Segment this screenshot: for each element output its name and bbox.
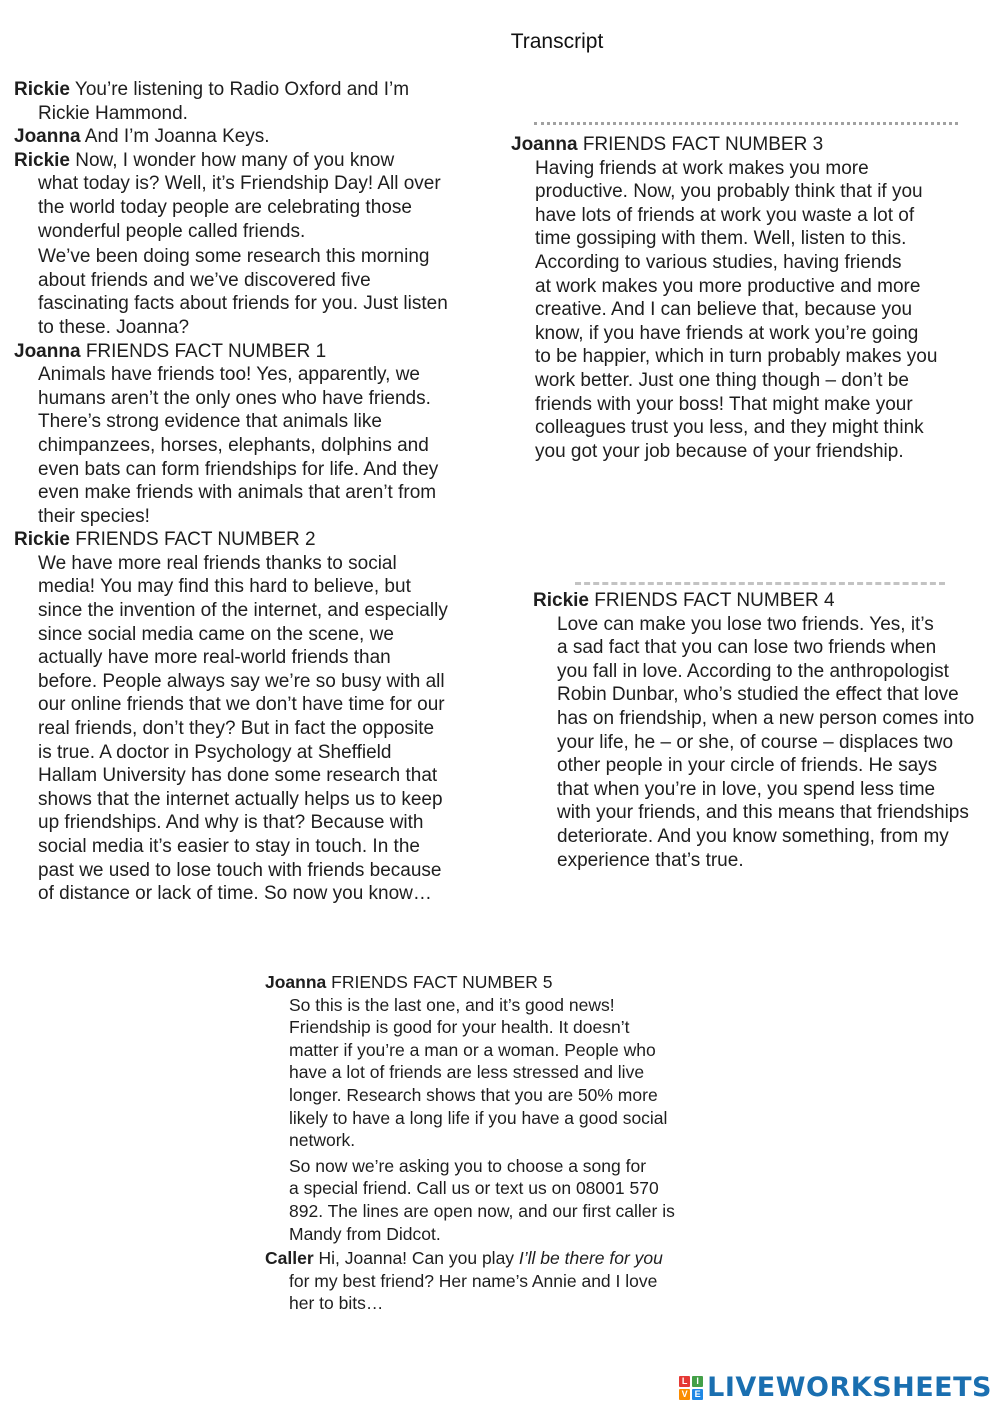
right-column-fact3	[511, 133, 991, 463]
transcript-line: So now we’re asking you to choose a song for	[289, 1155, 647, 1176]
right-column-fact4	[533, 589, 998, 872]
transcript-line: you got your job because of your friendship.	[535, 440, 904, 462]
transcript-line: humans aren’t the only ones who have friends.	[38, 387, 431, 409]
transcript-line: Mandy from Didcot.	[289, 1223, 441, 1244]
transcript-line: You’re listening to Radio Oxford and I’m	[74, 79, 410, 100]
transcript-line: a sad fact that you can lose two friends when	[557, 637, 937, 659]
transcript-line: We’ve been doing some research this morning	[38, 246, 430, 268]
speaker-name: Joanna	[14, 126, 81, 148]
entry-first-line	[14, 125, 514, 149]
logo-text: LIVEWORKSHEETS	[707, 1372, 992, 1403]
transcript-line: what today is? Well, it’s Friendship Day! All over	[38, 173, 441, 195]
entry-first-line	[265, 971, 735, 994]
transcript-line: to be happier, which in turn probably makes you	[535, 346, 938, 368]
transcript-line: other people in your circle of friends. He says	[557, 755, 938, 777]
page-title: Transcript	[510, 30, 604, 53]
transcript-line: So this is the last one, and it’s good news!	[289, 994, 615, 1015]
transcript-entry	[14, 528, 514, 906]
song-title: I’ll be there for you	[518, 1248, 663, 1269]
transcript-line: that when you’re in love, you spend less time	[557, 778, 936, 800]
transcript-line: her to bits…	[289, 1293, 384, 1314]
left-column	[14, 78, 514, 906]
entry-first-line	[14, 149, 514, 173]
transcript-line: since social media came on the scene, we	[38, 623, 394, 645]
transcript-line: a special friend. Call us or text us on 08001 570	[289, 1178, 659, 1199]
transcript-line: know, if you have friends at work you’re going	[535, 322, 919, 344]
transcript-line: work better. Just one thing though – don’t be	[535, 369, 909, 391]
bottom-fact5	[265, 971, 735, 1315]
transcript-line: Friendship is good for your health. It doesn’t	[289, 1017, 630, 1038]
fact-heading: FRIENDS FACT NUMBER 4	[594, 590, 835, 611]
transcript-line: And I’m Joanna Keys.	[84, 126, 270, 148]
transcript-entry-caller	[265, 1247, 735, 1315]
transcript-entry	[533, 589, 998, 872]
transcript-line: have a lot of friends are less stressed and live	[289, 1062, 645, 1083]
transcript-line: media! You may find this hard to believe, but	[38, 576, 411, 598]
transcript-entry	[14, 78, 514, 125]
transcript-line: Robin Dunbar, who’s studied the effect that love	[557, 684, 959, 706]
logo-letter-tile: E	[692, 1389, 703, 1400]
logo-letter-tile: V	[679, 1389, 690, 1400]
transcript-line: before. People always say we’re so busy with all	[38, 670, 445, 692]
entry-first-line	[14, 78, 514, 102]
transcript-line: There’s strong evidence that animals like	[38, 411, 382, 433]
entry-first-line	[265, 1247, 735, 1270]
entry-first-line	[533, 589, 998, 613]
transcript-line: at work makes you more productive and more	[535, 275, 921, 297]
logo-letter-tile: L	[679, 1376, 690, 1387]
transcript-line: likely to have a long life if you have a good social	[289, 1107, 668, 1128]
transcript-line: productive. Now, you probably think that if you	[535, 181, 923, 203]
transcript-entry	[511, 133, 991, 463]
speaker-name: Rickie	[14, 529, 70, 551]
speaker-name: Joanna	[14, 340, 81, 362]
transcript-line: creative. And I can believe that, because you	[535, 299, 913, 321]
transcript-line: Now, I wonder how many of you know	[75, 149, 395, 171]
transcript-line: even make friends with animals that aren’t from	[38, 482, 437, 504]
transcript-line: Hi, Joanna! Can you play	[318, 1248, 519, 1269]
transcript-line: chimpanzees, horses, elephants, dolphins and	[38, 434, 429, 456]
entry-first-line	[511, 133, 991, 157]
transcript-line: 892. The lines are open now, and our first caller is	[289, 1200, 675, 1221]
transcript-line: Love can make you lose two friends. Yes, it’s	[557, 613, 934, 635]
transcript-line: past we used to lose touch with friends because	[38, 859, 442, 881]
speaker-name: Rickie	[533, 590, 589, 611]
transcript-line: matter if you’re a man or a woman. People who	[289, 1039, 656, 1060]
transcript-line: Rickie Hammond.	[38, 102, 188, 124]
transcript-entry	[14, 245, 514, 339]
speaker-name: Joanna	[511, 134, 578, 155]
transcript-line: Having friends at work makes you more	[535, 157, 869, 179]
transcript-line: your life, he – or she, of course – displaces two	[557, 731, 954, 753]
fact-heading: FRIENDS FACT NUMBER 5	[331, 972, 553, 992]
transcript-line: experience that’s true.	[557, 849, 744, 871]
transcript-line: you fall in love. According to the anthropologist	[557, 660, 949, 682]
transcript-entry	[265, 971, 735, 1152]
transcript-line: actually have more real-world friends than	[38, 647, 391, 669]
liveworksheets-logo	[679, 1372, 992, 1403]
transcript-line: up friendships. And why is that? Because with	[38, 812, 424, 834]
transcript-line: our online friends that we don’t have time for our	[38, 694, 445, 716]
transcript-entry	[14, 340, 514, 529]
entry-first-line	[14, 340, 514, 364]
transcript-line: real friends, don’t they? But in fact the opposite	[38, 718, 435, 740]
transcript-entry	[265, 1155, 735, 1245]
transcript-line: since the invention of the internet, and especially	[38, 600, 448, 622]
transcript-line: time gossiping with them. Well, listen to this.	[535, 228, 907, 250]
fact-heading: FRIENDS FACT NUMBER 2	[75, 529, 316, 551]
transcript-line: Hallam University has done some research that	[38, 765, 438, 787]
speaker-name: Rickie	[14, 149, 70, 171]
transcript-entry	[14, 149, 514, 243]
transcript-line: According to various studies, having friends	[535, 251, 902, 273]
entry-first-line	[14, 528, 514, 552]
transcript-line: has on friendship, when a new person comes into	[557, 707, 975, 729]
transcript-line: have lots of friends at work you waste a lot of	[535, 204, 915, 226]
transcript-line: even bats can form friendships for life. And they	[38, 458, 439, 480]
transcript-line: deteriorate. And you know something, from my	[557, 825, 949, 847]
fact-heading: FRIENDS FACT NUMBER 3	[582, 134, 824, 155]
transcript-line: colleagues trust you less, and they might think	[535, 417, 924, 439]
transcript-line: wonderful people called friends.	[38, 220, 306, 242]
transcript-line: longer. Research shows that you are 50% more	[289, 1084, 658, 1105]
cut-divider	[534, 122, 958, 131]
speaker-name: Caller	[265, 1248, 314, 1269]
transcript-line: is true. A doctor in Psychology at Sheffield	[38, 741, 392, 763]
transcript-line: their species!	[38, 505, 150, 527]
speaker-name: Joanna	[265, 972, 327, 992]
speaker-name: Rickie	[14, 79, 70, 100]
logo-icon	[679, 1376, 703, 1400]
transcript-entry	[14, 125, 514, 149]
transcript-line: social media it’s easier to stay in touch. In the	[38, 836, 420, 857]
transcript-line: shows that the internet actually helps us to keep	[38, 788, 443, 810]
transcript-line: We have more real friends thanks to social	[38, 552, 397, 574]
transcript-line: the world today people are celebrating those	[38, 196, 412, 218]
transcript-line: fascinating facts about friends for you. Just listen	[38, 293, 448, 315]
transcript-line: with your friends, and this means that friendships	[557, 802, 969, 824]
logo-letter-tile: I	[692, 1376, 703, 1387]
transcript-line: network.	[289, 1130, 356, 1151]
fact-heading: FRIENDS FACT NUMBER 1	[85, 340, 327, 362]
transcript-line: Animals have friends too! Yes, apparently, we	[38, 364, 420, 386]
transcript-line: to these. Joanna?	[38, 316, 190, 338]
transcript-line: friends with your boss! That might make your	[535, 393, 913, 415]
transcript-line: about friends and we’ve discovered five	[38, 269, 371, 291]
transcript-line: of distance or lack of time. So now you know…	[38, 883, 432, 905]
transcript-line: for my best friend? Her name’s Annie and I love	[289, 1270, 658, 1291]
